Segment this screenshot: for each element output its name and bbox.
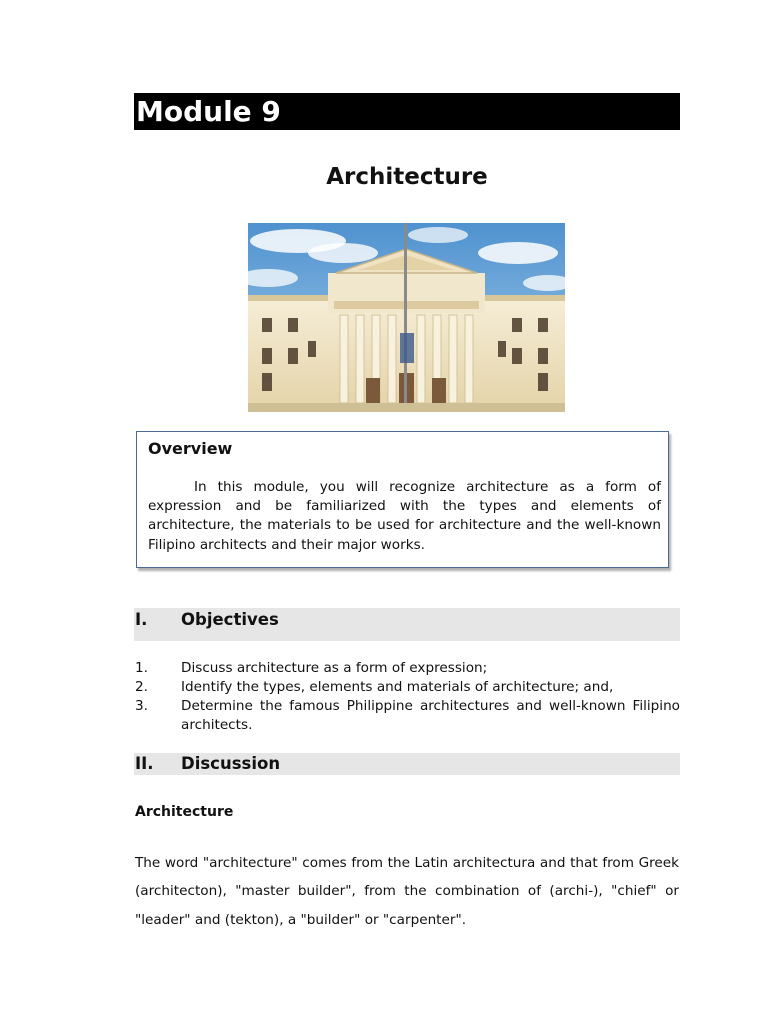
discussion-subheading: Architecture: [135, 804, 234, 820]
overview-box: [136, 431, 669, 568]
discussion-paragraph: The word "architecture" comes from the Latin architectura and that from Greek (architecton), "master builder", from the combination of (archi-), "chief" or "leader" and (tekton), a "builder" or "carpenter".: [135, 855, 679, 928]
module-banner: [134, 93, 680, 130]
list-item-index: 2.: [135, 679, 148, 695]
list-item-index: 1.: [135, 660, 148, 676]
list-item-text: Identify the types, elements and materials of architecture; and,: [181, 679, 614, 695]
page-title: Architecture: [326, 164, 488, 190]
list-item-text: Discuss architecture as a form of expression;: [181, 660, 488, 676]
list-item-index: 3.: [135, 698, 148, 714]
section-label: Objectives: [181, 610, 279, 629]
section-number: I.: [135, 610, 148, 629]
list-item: [135, 678, 680, 697]
section-number: II.: [135, 754, 154, 773]
module-title: Module 9: [136, 95, 281, 128]
list-item: [135, 697, 680, 735]
objectives-section-header: [134, 608, 680, 641]
overview-text: In this module, you will recognize architecture as a form of expression and be familiarized with the types and elements of architecture, the materials to be used for architecture and the well-known Filipino architects and their major works.: [148, 479, 661, 553]
discussion-section-header: [134, 753, 680, 775]
list-item: [135, 659, 680, 678]
overview-heading: Overview: [148, 439, 233, 458]
objectives-list: [135, 659, 680, 735]
section-label: Discussion: [181, 754, 281, 773]
national-museum-photo: [248, 223, 565, 412]
list-item-text: Determine the famous Philippine architectures and well-known Filipino architects.: [181, 698, 680, 733]
